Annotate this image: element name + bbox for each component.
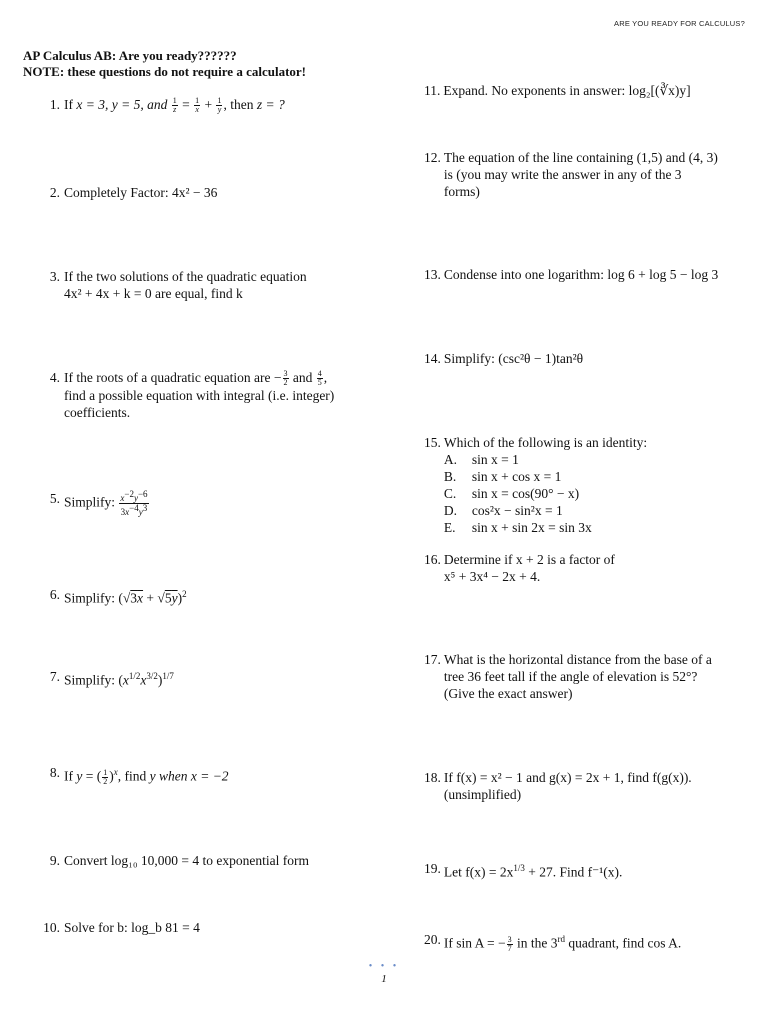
question-8: 8. If y = ( $\frac{1}{2}$ )$^x$, find y when x = −2	[49, 765, 229, 786]
question-15: 15. Which of the following is an identity: A. sin x = 1 B. sin x + cos x = 1 C. sin x = cos(90° − x) D. cos²x − sin²x = 1 E. sin x + sin 2x = sin 3x	[424, 434, 744, 536]
question-17: 17. What is the horizontal distance from the base of a tree 36 feet tall if the angle of elevation is 52°? (Give the exact answer)	[424, 652, 712, 701]
running-head: ARE YOU READY FOR CALCULUS?	[614, 19, 745, 28]
choice-b: B. sin x + cos x = 1	[443, 469, 562, 484]
question-10: 10. Solve for b: log_b 81 = 4	[43, 920, 200, 935]
question-6: 6. Simplify: $(√3x + √5y)^2$	[49, 587, 187, 606]
question-18: 18. If f(x) = x² − 1 and g(x) = 2x + 1, find f(g(x)). (unsimplified)	[424, 770, 692, 802]
choice-list	[444, 451, 744, 536]
page-number: 1	[381, 973, 387, 985]
question-13: 13. Condense into one logarithm: log 6 + log 5 − log 3	[424, 267, 719, 282]
fraction-1-over-z: $\frac{1}{z}$	[172, 96, 177, 115]
choice-a: A. sin x = 1	[443, 452, 519, 467]
question-5: 5. Simplify: $\frac{x^{-2}y^{-6}}{3x^{-4}y^3}$	[49, 489, 148, 517]
question-7: 7. Simplify: $(x^{1/2}x^{3/2})^{1/7}$	[49, 669, 174, 688]
question-3: 3. If the two solutions of the quadratic equation 4x² + 4x + k = 0 are equal, find k	[49, 269, 307, 301]
question-16: 16. Determine if x + 2 is a factor of x⁵ + 3x⁴ − 2x + 4.	[424, 552, 615, 584]
question-2: 2. Completely Factor: 4x² − 36	[49, 185, 218, 200]
title-block	[23, 48, 306, 80]
question-20: 20. If sin A = − $\frac{3}{7}$ in the 3rd quadrant, find cos A.	[424, 932, 682, 953]
choice-d: D. cos²x − sin²x = 1	[443, 503, 563, 518]
question-11: 11. Expand. No exponents in answer: log₂[(∛x)y]	[424, 83, 691, 98]
title-line-2: NOTE: these questions do not require a calculator!	[23, 64, 306, 79]
question-4: 4. If the roots of a quadratic equation are − $\frac{3}{2}$ and $\frac{4}{5}$ , find a possible equation with integral (i.e. integer) coefficients.	[49, 369, 335, 421]
question-12: 12. The equation of the line containing (1,5) and (4, 3) is (you may write the answer in any of the 3 forms)	[424, 150, 718, 199]
page-footer	[0, 962, 768, 986]
fraction-q5: $\frac{x^{-2}y^{-6}}{3x^{-4}y^3}$	[120, 489, 148, 517]
title-line-1: AP Calculus AB: Are you ready??????	[23, 48, 237, 63]
choice-e: E. sin x + sin 2x = sin 3x	[443, 520, 592, 535]
question-19: 19. Let $f(x) = 2x^{1/3} + 27$. Find f⁻¹(x).	[424, 861, 623, 880]
footer-dots-icon: • • •	[368, 961, 400, 972]
question-1: 1. If x = 3, y = 5, and $\frac{1}{z}$ = $\frac{1}{x}$ + $\frac{1}{y}$ , then z = ?	[49, 96, 285, 115]
question-14: 14. Simplify: (csc²θ − 1)tan²θ	[424, 351, 584, 366]
question-9: 9. Convert log₁₀ 10,000 = 4 to exponential form	[49, 853, 309, 868]
choice-c: C. sin x = cos(90° − x)	[443, 486, 580, 501]
